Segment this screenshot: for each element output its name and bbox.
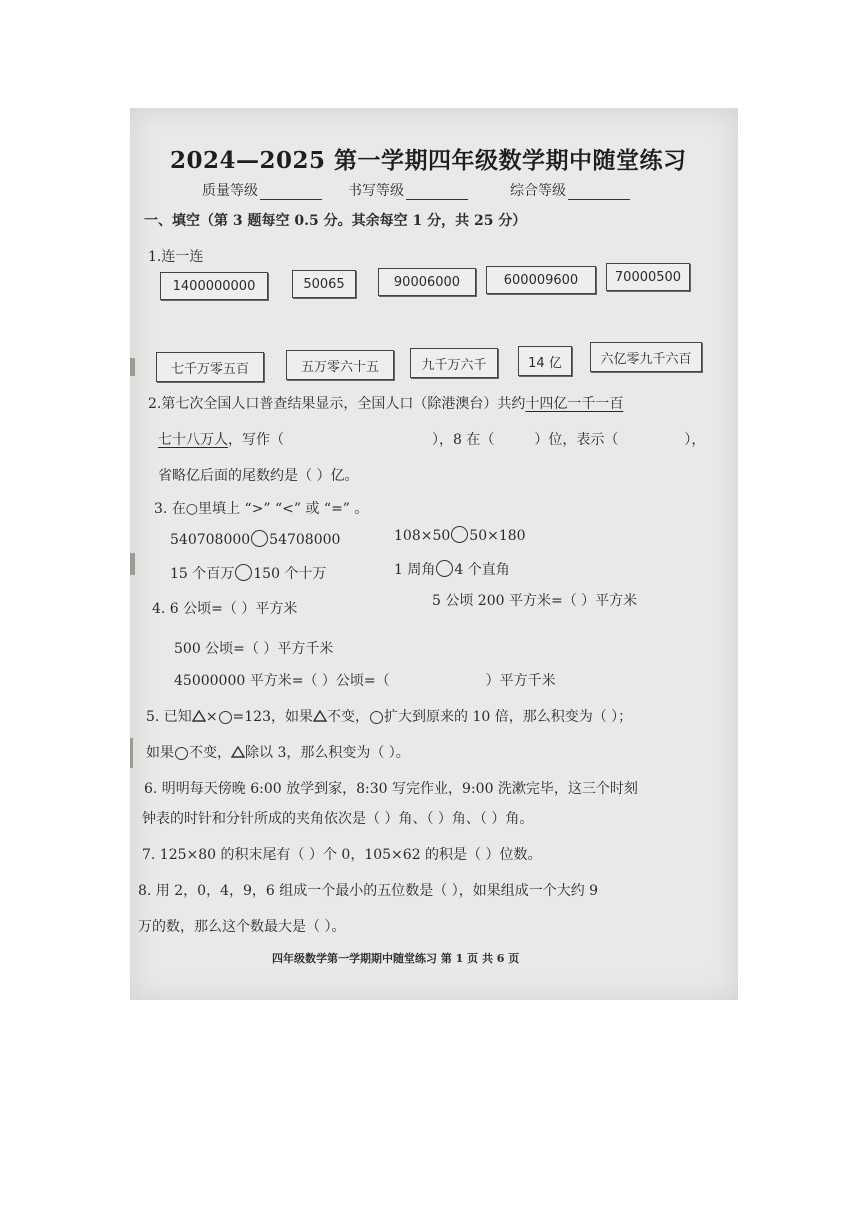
q1-number-box: 50065 xyxy=(292,270,356,298)
q4-text: ）平方千米 xyxy=(485,673,556,689)
q2-line-3: 省略亿后面的尾数约是（ ）亿。 xyxy=(158,468,359,484)
q1-word-box: 七千万零五百 xyxy=(156,352,264,382)
q3-right: 4 个直角 xyxy=(454,562,510,578)
grade-quality-blank xyxy=(260,185,322,200)
compare-circle[interactable] xyxy=(235,564,252,581)
q1-word-box: 六亿零九千六百 xyxy=(590,342,702,372)
q3-left: 108×50 xyxy=(394,528,451,544)
q6-line-1: 6. 明明每天傍晚 6:00 放学到家，8:30 写完作业，9:00 洗漱完毕，这三个时刻 xyxy=(144,781,638,797)
q2-text: ）， xyxy=(684,432,706,448)
q4-item-d xyxy=(174,670,556,690)
q2-underlined-text: 七十八万人 xyxy=(158,432,228,448)
q3-right: 50×180 xyxy=(469,528,526,544)
q5-text: 扩大到原来的 10 倍，那么积变为（ ）； xyxy=(384,709,633,725)
q4-item-b: 5 公顷 200 平方米=（ ）平方米 xyxy=(432,593,638,609)
q2-text: ），8 在（ xyxy=(432,432,495,448)
grade-quality xyxy=(202,180,322,200)
grade-writing-label: 书写等级 xyxy=(348,183,404,199)
q5-text: 除以 3，那么积变为（ ）。 xyxy=(245,745,410,761)
q1-number-box: 600009600 xyxy=(486,266,596,294)
circle-symbol-icon xyxy=(370,711,383,724)
q3-item-a xyxy=(170,530,340,548)
triangle-symbol-icon xyxy=(231,746,245,758)
q5-text: =123，如果 xyxy=(232,709,313,725)
q4-item-a: 4. 6 公顷=（ ）平方米 xyxy=(152,601,298,617)
q5-text: 不变， xyxy=(189,745,231,761)
exam-title: 2024—2025 第一学期四年级数学期中随堂练习 xyxy=(170,147,687,174)
grade-quality-label: 质量等级 xyxy=(202,183,258,199)
q8-line-2: 万的数，那么这个数最大是（ ）。 xyxy=(138,919,346,935)
compare-circle[interactable] xyxy=(251,530,268,547)
q6-line-2: 钟表的时针和分针所成的夹角依次是（ ）角、（ ）角、（ ）角。 xyxy=(142,811,534,827)
q1-number-box: 90006000 xyxy=(378,268,476,296)
binding-mark xyxy=(130,358,135,376)
q1-word-box: 五万零六十五 xyxy=(286,350,394,380)
q4-text: 45000000 平方米=（ ）公顷=（ xyxy=(174,673,390,689)
q2-text: ）位，表示（ xyxy=(534,432,619,448)
q3-left: 1 周角 xyxy=(394,562,436,578)
q3-left: 15 个百万 xyxy=(170,566,235,582)
q1-word-box: 14 亿 xyxy=(518,346,572,376)
q1-number-box: 1400000000 xyxy=(160,272,268,300)
times-sign: × xyxy=(205,709,218,725)
circle-symbol-icon xyxy=(219,711,232,724)
grade-overall-label: 综合等级 xyxy=(510,183,566,199)
q2-text: ，写作（ xyxy=(228,432,284,448)
grade-writing xyxy=(348,180,468,200)
page-footer: 四年级数学第一学期期中随堂练习 第 1 页 共 6 页 xyxy=(272,952,520,965)
q3-item-c xyxy=(170,563,326,583)
q2-text: 2.第七次全国人口普查结果显示，全国人口（除港澳台）共约 xyxy=(148,396,526,412)
section-1-heading: 一、填空（第 3 题每空 0.5 分。其余每空 1 分，共 25 分） xyxy=(144,213,527,229)
q8-line-1: 8. 用 2，0，4，9，6 组成一个最小的五位数是（ ），如果组成一个大约 9 xyxy=(138,883,599,899)
q3-item-b xyxy=(394,526,526,544)
q5-text: 5. 已知 xyxy=(146,709,192,725)
grade-overall xyxy=(510,180,630,200)
q5-text: 不变， xyxy=(327,709,369,725)
q3-left: 540708000 xyxy=(170,532,251,548)
triangle-symbol-icon xyxy=(313,710,327,722)
compare-circle[interactable] xyxy=(451,526,468,543)
binding-mark xyxy=(130,553,135,575)
q5-line-1 xyxy=(146,706,632,726)
q5-text: 如果 xyxy=(146,745,174,761)
q7-line-1: 7. 125×80 的积末尾有（ ）个 0，105×62 的积是（ ）位数。 xyxy=(142,847,542,863)
q4-item-c: 500 公顷=（ ）平方千米 xyxy=(174,641,334,657)
q2-underlined-text: 十四亿一千一百 xyxy=(525,396,624,412)
circle-symbol-icon xyxy=(175,747,188,760)
q3-right: 54708000 xyxy=(269,532,341,548)
q3-label: 3. 在○里填上 “>” “<” 或 “=” 。 xyxy=(154,501,369,517)
q1-word-box: 九千万六千 xyxy=(410,348,498,378)
q3-item-d xyxy=(394,559,510,579)
q1-number-box: 70000500 xyxy=(606,263,690,291)
exam-paper-photo xyxy=(130,108,738,1000)
binding-mark xyxy=(130,738,133,768)
q2-line-2 xyxy=(158,429,705,449)
triangle-symbol-icon xyxy=(192,710,206,722)
grade-overall-blank xyxy=(568,185,630,200)
q2-line-1 xyxy=(148,393,623,413)
q5-line-2 xyxy=(146,742,410,762)
q1-label: 1.连一连 xyxy=(148,249,204,265)
grade-writing-blank xyxy=(406,185,468,200)
compare-circle[interactable] xyxy=(436,560,453,577)
q3-right: 150 个十万 xyxy=(253,566,327,582)
